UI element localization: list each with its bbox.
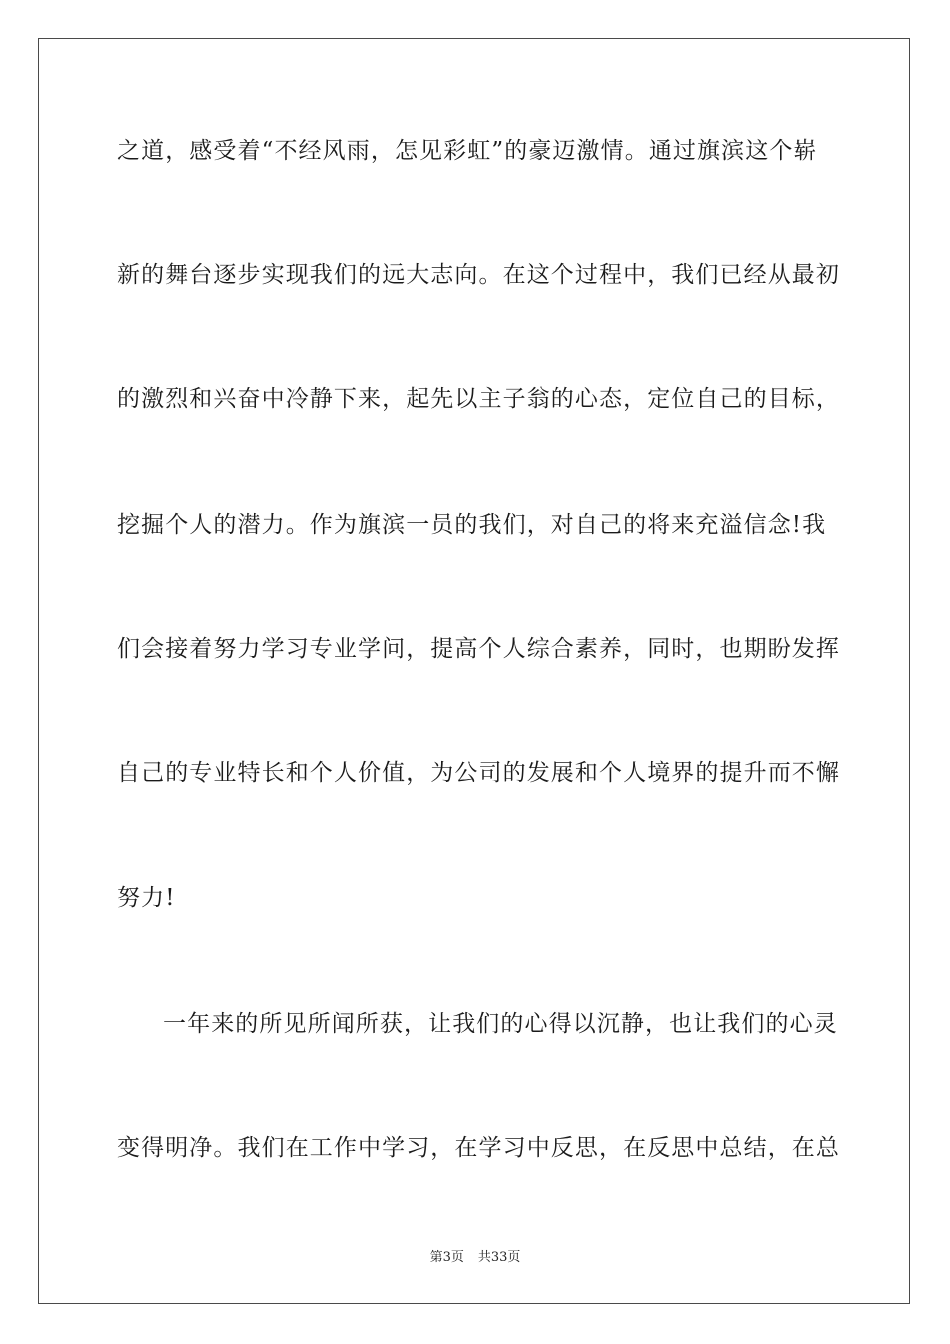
body-text-line: 自己的专业特长和个人价值，为公司的发展和个人境界的提升而不懈 bbox=[117, 760, 840, 786]
page-total: 共33页 bbox=[477, 1250, 521, 1265]
body-text-line: 努力! bbox=[117, 885, 176, 911]
paragraph-first-line: 一年来的所见所闻所获，让我们的心得以沉静，也让我们的心灵 bbox=[163, 1011, 838, 1037]
body-text-line: 之道，感受着“不经风雨，怎见彩虹”的豪迈激情。通过旗滨这个崭 bbox=[117, 138, 818, 164]
page-number: 第3页 bbox=[429, 1250, 464, 1265]
body-text-line: 的激烈和兴奋中冷静下来，起先以主子翁的心态，定位自己的目标， bbox=[117, 386, 840, 412]
page-footer bbox=[0, 1246, 950, 1265]
body-text-line: 变得明净。我们在工作中学习，在学习中反思，在反思中总结，在总 bbox=[117, 1135, 840, 1161]
body-text-line: 挖掘个人的潜力。作为旗滨一员的我们，对自己的将来充溢信念!我 bbox=[117, 512, 827, 538]
body-text-line: 们会接着努力学习专业学问，提高个人综合素养，同时，也期盼发挥 bbox=[117, 636, 840, 662]
body-text-line: 新的舞台逐步实现我们的远大志向。在这个过程中，我们已经从最初 bbox=[117, 262, 840, 288]
page-border bbox=[38, 38, 910, 1304]
